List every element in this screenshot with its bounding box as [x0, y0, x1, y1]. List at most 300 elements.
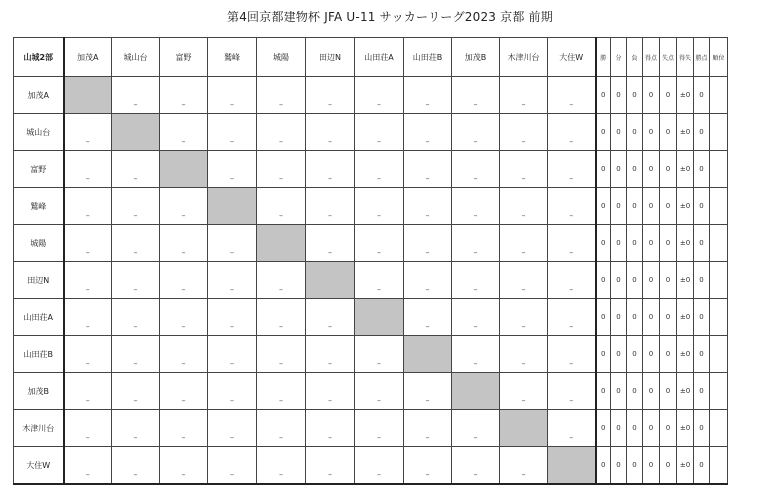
- result-placeholder: –: [521, 137, 526, 146]
- result-cell: [355, 188, 404, 225]
- column-header-stat: 分: [611, 38, 627, 77]
- result-cell: [452, 299, 500, 336]
- result-placeholder: –: [425, 470, 430, 479]
- result-placeholder: –: [473, 285, 478, 294]
- stat-cell: [710, 410, 728, 447]
- result-placeholder: –: [425, 396, 430, 405]
- diagonal-cell: [257, 225, 306, 262]
- stat-cell: 0: [596, 151, 611, 188]
- stat-cell: 0: [611, 188, 627, 225]
- stat-cell: 0: [643, 77, 660, 114]
- result-cell: [306, 114, 355, 151]
- result-cell: [208, 447, 257, 485]
- diagonal-cell: [64, 77, 112, 114]
- column-header-team: 山田荘B: [404, 38, 452, 77]
- result-cell: [355, 77, 404, 114]
- result-placeholder: –: [521, 285, 526, 294]
- result-placeholder: –: [569, 248, 574, 257]
- result-cell: [160, 410, 208, 447]
- result-placeholder: –: [230, 322, 234, 331]
- table-row: [14, 299, 728, 336]
- stat-cell: 0: [627, 151, 643, 188]
- result-placeholder: –: [569, 322, 574, 331]
- table-row: [14, 77, 728, 114]
- stat-cell: 0: [627, 299, 643, 336]
- result-cell: [112, 299, 160, 336]
- result-cell: [257, 336, 306, 373]
- result-cell: [452, 114, 500, 151]
- result-placeholder: –: [377, 100, 381, 109]
- column-header-stat: 得点: [643, 38, 660, 77]
- result-cell: [355, 373, 404, 410]
- stat-cell: ±0: [677, 151, 694, 188]
- column-header-team: 大住W: [548, 38, 596, 77]
- column-header-stat: 勝: [596, 38, 611, 77]
- result-placeholder: –: [181, 248, 186, 257]
- result-placeholder: –: [328, 211, 332, 220]
- diagonal-cell: [404, 336, 452, 373]
- result-cell: [404, 151, 452, 188]
- diagonal-cell: [452, 373, 500, 410]
- stat-cell: 0: [627, 188, 643, 225]
- result-placeholder: –: [377, 470, 381, 479]
- result-cell: [548, 410, 596, 447]
- result-cell: [64, 299, 112, 336]
- stat-cell: ±0: [677, 336, 694, 373]
- stat-cell: [710, 262, 728, 299]
- stat-cell: 0: [694, 188, 710, 225]
- result-placeholder: –: [85, 322, 90, 331]
- column-header-team: 木津川台: [500, 38, 548, 77]
- result-placeholder: –: [85, 433, 90, 442]
- result-placeholder: –: [377, 211, 381, 220]
- result-cell: [257, 114, 306, 151]
- result-placeholder: –: [473, 100, 478, 109]
- stat-cell: [710, 114, 728, 151]
- result-placeholder: –: [473, 359, 478, 368]
- result-cell: [500, 114, 548, 151]
- result-cell: [548, 114, 596, 151]
- row-header-team: 加茂A: [14, 77, 64, 114]
- table-row: [14, 373, 728, 410]
- result-placeholder: –: [521, 396, 526, 405]
- stat-cell: 0: [596, 447, 611, 485]
- stat-cell: 0: [611, 262, 627, 299]
- result-cell: [355, 336, 404, 373]
- stat-cell: 0: [643, 447, 660, 485]
- result-placeholder: –: [521, 211, 526, 220]
- stat-cell: 0: [643, 114, 660, 151]
- result-placeholder: –: [85, 137, 90, 146]
- stat-cell: 0: [627, 77, 643, 114]
- result-cell: [548, 336, 596, 373]
- result-cell: [208, 225, 257, 262]
- stat-cell: 0: [643, 410, 660, 447]
- row-header-team: 加茂B: [14, 373, 64, 410]
- stat-cell: 0: [611, 373, 627, 410]
- result-cell: [355, 447, 404, 485]
- column-header-team: 鷲峰: [208, 38, 257, 77]
- stat-cell: 0: [660, 299, 677, 336]
- result-cell: [404, 225, 452, 262]
- result-placeholder: –: [133, 100, 138, 109]
- table-row: [14, 262, 728, 299]
- result-cell: [548, 188, 596, 225]
- result-cell: [306, 410, 355, 447]
- table-row: [14, 225, 728, 262]
- result-cell: [452, 410, 500, 447]
- result-placeholder: –: [133, 248, 138, 257]
- stat-cell: ±0: [677, 188, 694, 225]
- result-placeholder: –: [230, 174, 234, 183]
- result-cell: [355, 151, 404, 188]
- result-placeholder: –: [473, 248, 478, 257]
- stat-cell: 0: [643, 299, 660, 336]
- result-placeholder: –: [279, 100, 283, 109]
- stat-cell: 0: [596, 188, 611, 225]
- result-placeholder: –: [279, 285, 283, 294]
- result-placeholder: –: [230, 470, 234, 479]
- result-placeholder: –: [425, 211, 430, 220]
- result-placeholder: –: [521, 322, 526, 331]
- result-placeholder: –: [230, 359, 234, 368]
- column-header-stat: 得失: [677, 38, 694, 77]
- stat-cell: 0: [660, 114, 677, 151]
- result-cell: [208, 114, 257, 151]
- stat-cell: 0: [694, 77, 710, 114]
- result-cell: [257, 299, 306, 336]
- result-cell: [112, 373, 160, 410]
- stat-cell: 0: [627, 447, 643, 485]
- result-cell: [500, 262, 548, 299]
- result-placeholder: –: [377, 396, 381, 405]
- result-cell: [208, 77, 257, 114]
- stat-cell: 0: [611, 77, 627, 114]
- stat-cell: 0: [694, 225, 710, 262]
- result-placeholder: –: [181, 285, 186, 294]
- stat-cell: ±0: [677, 373, 694, 410]
- result-placeholder: –: [181, 137, 186, 146]
- column-header-stat: 順位: [710, 38, 728, 77]
- result-placeholder: –: [279, 174, 283, 183]
- row-header-team: 富野: [14, 151, 64, 188]
- result-cell: [404, 410, 452, 447]
- result-cell: [306, 299, 355, 336]
- stat-cell: 0: [627, 410, 643, 447]
- result-cell: [208, 299, 257, 336]
- stat-cell: 0: [627, 225, 643, 262]
- result-cell: [64, 336, 112, 373]
- result-placeholder: –: [377, 285, 381, 294]
- result-placeholder: –: [425, 322, 430, 331]
- result-placeholder: –: [569, 285, 574, 294]
- result-cell: [404, 373, 452, 410]
- stat-cell: ±0: [677, 114, 694, 151]
- result-cell: [452, 262, 500, 299]
- result-cell: [404, 77, 452, 114]
- result-cell: [500, 77, 548, 114]
- result-cell: [548, 262, 596, 299]
- column-header-team: 城山台: [112, 38, 160, 77]
- result-placeholder: –: [569, 359, 574, 368]
- result-placeholder: –: [133, 285, 138, 294]
- stat-cell: 0: [694, 151, 710, 188]
- result-cell: [257, 447, 306, 485]
- result-placeholder: –: [473, 174, 478, 183]
- result-cell: [404, 262, 452, 299]
- result-placeholder: –: [473, 433, 478, 442]
- table-row: [14, 336, 728, 373]
- result-cell: [452, 447, 500, 485]
- result-placeholder: –: [328, 322, 332, 331]
- result-placeholder: –: [85, 470, 90, 479]
- result-placeholder: –: [425, 100, 430, 109]
- stat-cell: 0: [643, 188, 660, 225]
- result-cell: [160, 225, 208, 262]
- stat-cell: 0: [627, 262, 643, 299]
- stat-cell: 0: [694, 373, 710, 410]
- result-placeholder: –: [85, 359, 90, 368]
- stat-cell: 0: [611, 336, 627, 373]
- result-cell: [548, 77, 596, 114]
- column-header-team: 山田荘A: [355, 38, 404, 77]
- stat-cell: 0: [596, 299, 611, 336]
- stat-cell: 0: [611, 299, 627, 336]
- result-cell: [64, 225, 112, 262]
- result-placeholder: –: [377, 174, 381, 183]
- result-cell: [257, 410, 306, 447]
- diagonal-cell: [548, 447, 596, 485]
- result-placeholder: –: [569, 211, 574, 220]
- result-placeholder: –: [230, 396, 234, 405]
- result-placeholder: –: [279, 137, 283, 146]
- result-placeholder: –: [521, 248, 526, 257]
- result-cell: [160, 262, 208, 299]
- diagonal-cell: [208, 188, 257, 225]
- stat-cell: 0: [643, 225, 660, 262]
- stat-cell: 0: [611, 151, 627, 188]
- result-cell: [208, 336, 257, 373]
- stat-cell: 0: [596, 114, 611, 151]
- result-cell: [500, 151, 548, 188]
- stat-cell: [710, 299, 728, 336]
- result-placeholder: –: [425, 285, 430, 294]
- result-placeholder: –: [133, 433, 138, 442]
- result-placeholder: –: [377, 137, 381, 146]
- stat-cell: 0: [694, 336, 710, 373]
- result-placeholder: –: [569, 174, 574, 183]
- result-placeholder: –: [328, 396, 332, 405]
- result-placeholder: –: [569, 433, 574, 442]
- stat-cell: [710, 225, 728, 262]
- stat-cell: ±0: [677, 225, 694, 262]
- result-placeholder: –: [328, 248, 332, 257]
- stat-cell: 0: [596, 373, 611, 410]
- table-row: [14, 447, 728, 485]
- result-cell: [112, 336, 160, 373]
- stat-cell: 0: [694, 262, 710, 299]
- column-header-stat: 失点: [660, 38, 677, 77]
- result-cell: [548, 373, 596, 410]
- result-cell: [160, 373, 208, 410]
- result-cell: [160, 188, 208, 225]
- stat-cell: 0: [611, 410, 627, 447]
- result-cell: [64, 447, 112, 485]
- stat-cell: ±0: [677, 447, 694, 485]
- result-placeholder: –: [328, 470, 332, 479]
- stat-cell: 0: [611, 447, 627, 485]
- stat-cell: 0: [660, 151, 677, 188]
- result-placeholder: –: [425, 248, 430, 257]
- stat-cell: 0: [611, 114, 627, 151]
- column-header-team: 富野: [160, 38, 208, 77]
- result-cell: [452, 225, 500, 262]
- result-cell: [452, 336, 500, 373]
- result-placeholder: –: [230, 100, 234, 109]
- stat-cell: 0: [596, 262, 611, 299]
- result-cell: [160, 299, 208, 336]
- table-row: [14, 410, 728, 447]
- result-cell: [257, 77, 306, 114]
- result-placeholder: –: [377, 433, 381, 442]
- stat-cell: 0: [627, 114, 643, 151]
- result-cell: [548, 151, 596, 188]
- stat-cell: 0: [660, 77, 677, 114]
- stat-cell: ±0: [677, 77, 694, 114]
- stat-cell: 0: [660, 262, 677, 299]
- result-cell: [452, 151, 500, 188]
- diagonal-cell: [160, 151, 208, 188]
- result-cell: [355, 114, 404, 151]
- column-header-stat: 勝点: [694, 38, 710, 77]
- result-placeholder: –: [328, 174, 332, 183]
- result-cell: [500, 336, 548, 373]
- result-cell: [257, 151, 306, 188]
- stat-cell: [710, 151, 728, 188]
- result-placeholder: –: [279, 433, 283, 442]
- result-placeholder: –: [328, 100, 332, 109]
- result-cell: [355, 410, 404, 447]
- result-cell: [306, 188, 355, 225]
- result-placeholder: –: [377, 248, 381, 257]
- stat-cell: 0: [643, 262, 660, 299]
- stat-cell: [710, 336, 728, 373]
- result-placeholder: –: [133, 359, 138, 368]
- row-header-team: 山田荘A: [14, 299, 64, 336]
- result-cell: [500, 188, 548, 225]
- result-placeholder: –: [85, 396, 90, 405]
- column-header-team: 加茂B: [452, 38, 500, 77]
- result-cell: [64, 373, 112, 410]
- result-placeholder: –: [230, 285, 234, 294]
- row-header-team: 城山台: [14, 114, 64, 151]
- result-cell: [208, 262, 257, 299]
- result-placeholder: –: [181, 100, 186, 109]
- stat-cell: 0: [643, 373, 660, 410]
- result-placeholder: –: [473, 137, 478, 146]
- result-placeholder: –: [279, 322, 283, 331]
- result-placeholder: –: [181, 433, 186, 442]
- row-header-team: 山田荘B: [14, 336, 64, 373]
- stat-cell: 0: [596, 410, 611, 447]
- result-cell: [112, 447, 160, 485]
- row-header-team: 城陽: [14, 225, 64, 262]
- result-cell: [355, 262, 404, 299]
- header-row: [14, 38, 728, 77]
- stat-cell: [710, 188, 728, 225]
- result-placeholder: –: [569, 396, 574, 405]
- stat-cell: 0: [611, 225, 627, 262]
- stat-cell: 0: [660, 410, 677, 447]
- result-cell: [404, 114, 452, 151]
- result-placeholder: –: [230, 433, 234, 442]
- result-placeholder: –: [328, 137, 332, 146]
- column-header-team: 田辺N: [306, 38, 355, 77]
- result-cell: [208, 373, 257, 410]
- stat-cell: 0: [627, 373, 643, 410]
- stat-cell: 0: [643, 151, 660, 188]
- result-placeholder: –: [425, 137, 430, 146]
- result-placeholder: –: [473, 322, 478, 331]
- result-placeholder: –: [425, 174, 430, 183]
- result-cell: [500, 447, 548, 485]
- stat-cell: 0: [596, 225, 611, 262]
- result-cell: [64, 151, 112, 188]
- result-placeholder: –: [85, 211, 90, 220]
- result-cell: [404, 188, 452, 225]
- result-cell: [160, 336, 208, 373]
- stat-cell: 0: [694, 447, 710, 485]
- result-cell: [160, 77, 208, 114]
- division-label: 山城2部: [14, 38, 64, 77]
- result-placeholder: –: [181, 359, 186, 368]
- result-cell: [257, 262, 306, 299]
- result-placeholder: –: [181, 322, 186, 331]
- result-cell: [257, 188, 306, 225]
- result-placeholder: –: [279, 470, 283, 479]
- result-placeholder: –: [279, 211, 283, 220]
- result-cell: [404, 299, 452, 336]
- stat-cell: 0: [660, 188, 677, 225]
- result-placeholder: –: [328, 359, 332, 368]
- stat-cell: ±0: [677, 299, 694, 336]
- result-cell: [112, 410, 160, 447]
- stat-cell: 0: [694, 299, 710, 336]
- row-header-team: 大住W: [14, 447, 64, 485]
- result-placeholder: –: [230, 248, 234, 257]
- stat-cell: ±0: [677, 262, 694, 299]
- result-placeholder: –: [521, 470, 526, 479]
- result-placeholder: –: [521, 359, 526, 368]
- result-placeholder: –: [328, 433, 332, 442]
- row-header-team: 木津川台: [14, 410, 64, 447]
- stat-cell: 0: [660, 373, 677, 410]
- column-header-team: 加茂A: [64, 38, 112, 77]
- result-placeholder: –: [181, 211, 186, 220]
- result-cell: [112, 262, 160, 299]
- stat-cell: 0: [643, 336, 660, 373]
- row-header-team: 田辺N: [14, 262, 64, 299]
- page-title: 第4回京都建物杯 JFA U-11 サッカーリーグ2023 京都 前期: [227, 10, 553, 24]
- row-header-team: 鷲峰: [14, 188, 64, 225]
- result-placeholder: –: [473, 470, 478, 479]
- result-placeholder: –: [85, 174, 90, 183]
- result-cell: [306, 151, 355, 188]
- table-row: [14, 151, 728, 188]
- result-cell: [355, 225, 404, 262]
- result-cell: [306, 447, 355, 485]
- result-cell: [64, 410, 112, 447]
